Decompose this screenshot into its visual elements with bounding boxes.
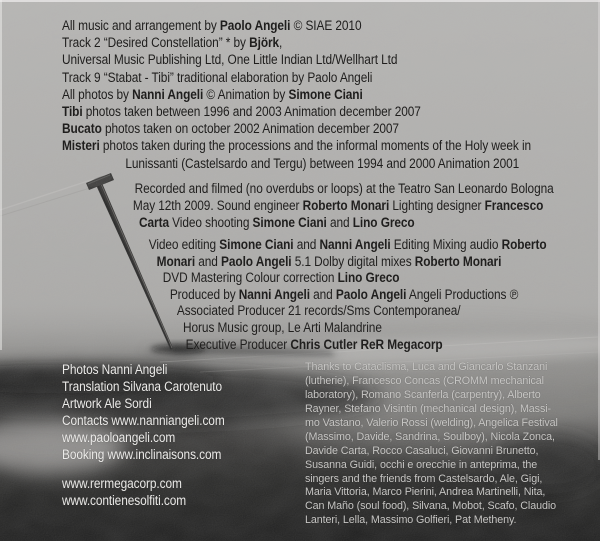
credit-line: Bucato photos taken on october 2002 Animation december 2007 [62, 121, 399, 137]
credit-line: singers and the friends from Castelsardo, Ale, Gigi, [305, 472, 543, 485]
credit-line: laboratory), Romano Scanferla (carpentry), Alberto [305, 388, 541, 401]
credit-line: Horus Music group, Le Arti Malandrine [183, 319, 382, 335]
credit-line: Can Maño (soul food), Silvana, Mobot, Scafo, Claudio [305, 500, 556, 513]
credits-websites [62, 476, 186, 509]
credit-line: Monari and Paolo Angeli 5.1 Dolby digital mixes Roberto Monari [156, 253, 502, 269]
credit-line: www.paoloangeli.com [62, 430, 176, 446]
credit-line: Video editing Simone Ciani and Nanni Angeli Editing Mixing audio Roberto [148, 237, 547, 252]
credit-line: Thanks to Cataclisma, Luca and Giancarlo Stanzani [305, 361, 548, 373]
credit-line: Davide Carta, Rocco Casaluci, Giovanni Brunetto, [305, 444, 539, 457]
credit-line: www.rermegacorp.com [62, 476, 182, 491]
credits-session [0, 180, 554, 232]
credit-line: Produced by Nanni Angeli and Paolo Angeli Angeli Productions ℗ [169, 286, 519, 302]
credit-line: Maria Vittoria, Marco Pierini, Andrea Martinelli, Nita, [305, 486, 546, 499]
credit-line: Carta Video shooting Simone Ciani and Lino Greco [139, 215, 415, 231]
credit-line: Universal Music Publishing Ltd, One Little Indian Ltd/Wellhart Ltd [62, 52, 398, 68]
credit-line: Tibi photos taken between 1996 and 2003 Animation december 2007 [62, 103, 421, 119]
credit-line: www.contienesolfiti.com [62, 492, 187, 508]
credit-line: (Massimo, Davide, Sandrina, Soulboy), Nicola Zonca, [305, 430, 555, 443]
credits-production [0, 237, 546, 353]
credit-line: Translation Silvana Carotenuto [62, 379, 223, 395]
credit-line: Executive Producer Chris Cutler ReR Megacorp [185, 336, 443, 352]
credit-line: Lanteri, Lella, Massimo Golfieri, Pat Metheny. [305, 514, 517, 527]
credit-line: May 12th 2009. Sound engineer Roberto Monari Lighting designer Francesco [132, 198, 544, 214]
credit-line: Recorded and filmed (no overdubs or loops) at the Teatro San Leonardo Bologna [134, 181, 554, 196]
credit-line: (lutherie), Francesco Concas (CROMM mechanical [305, 374, 544, 387]
credit-line: DVD Mastering Colour correction Lino Greco [162, 270, 400, 286]
credit-line: Track 9 “Stabat - Tibi” traditional elaboration by Paolo Angeli [62, 69, 373, 85]
credit-line: Artwork Ale Sordi [62, 396, 152, 412]
credit-line: Contacts www.nanniangeli.com [62, 413, 225, 429]
credit-line: Associated Producer 21 records/Sms Contemporanea/ [176, 303, 461, 319]
credit-line: All photos by Nanni Angeli © Animation by Simone Ciani [62, 86, 363, 102]
credit-line: Rayner, Stefano Visintin (mechanical design), Massi- [305, 402, 551, 415]
credit-line: Track 2 “Desired Constellation” * by Björk, [62, 35, 283, 51]
credit-line: Photos Nanni Angeli [62, 362, 168, 377]
credits-thanks [305, 361, 558, 528]
credit-line: Lunissanti (Castelsardo and Tergu) between 1994 and 2000 Animation 2001 [125, 155, 520, 171]
credit-line: Booking www.inclinaisons.com [62, 447, 222, 463]
credit-line: Susanna Guidi, occhi e orecchie in anteprima, the [305, 458, 538, 471]
credits-colophon [62, 361, 225, 464]
credit-line: Misteri photos taken during the processions and the informal moments of the Holy week in [62, 138, 532, 154]
credit-line: All music and arrangement by Paolo Angeli © SIAE 2010 [62, 18, 362, 33]
credit-line: mo Vastano, Valerio Rossi (welding), Angelica Festival [305, 416, 558, 429]
credits-top [62, 17, 531, 172]
